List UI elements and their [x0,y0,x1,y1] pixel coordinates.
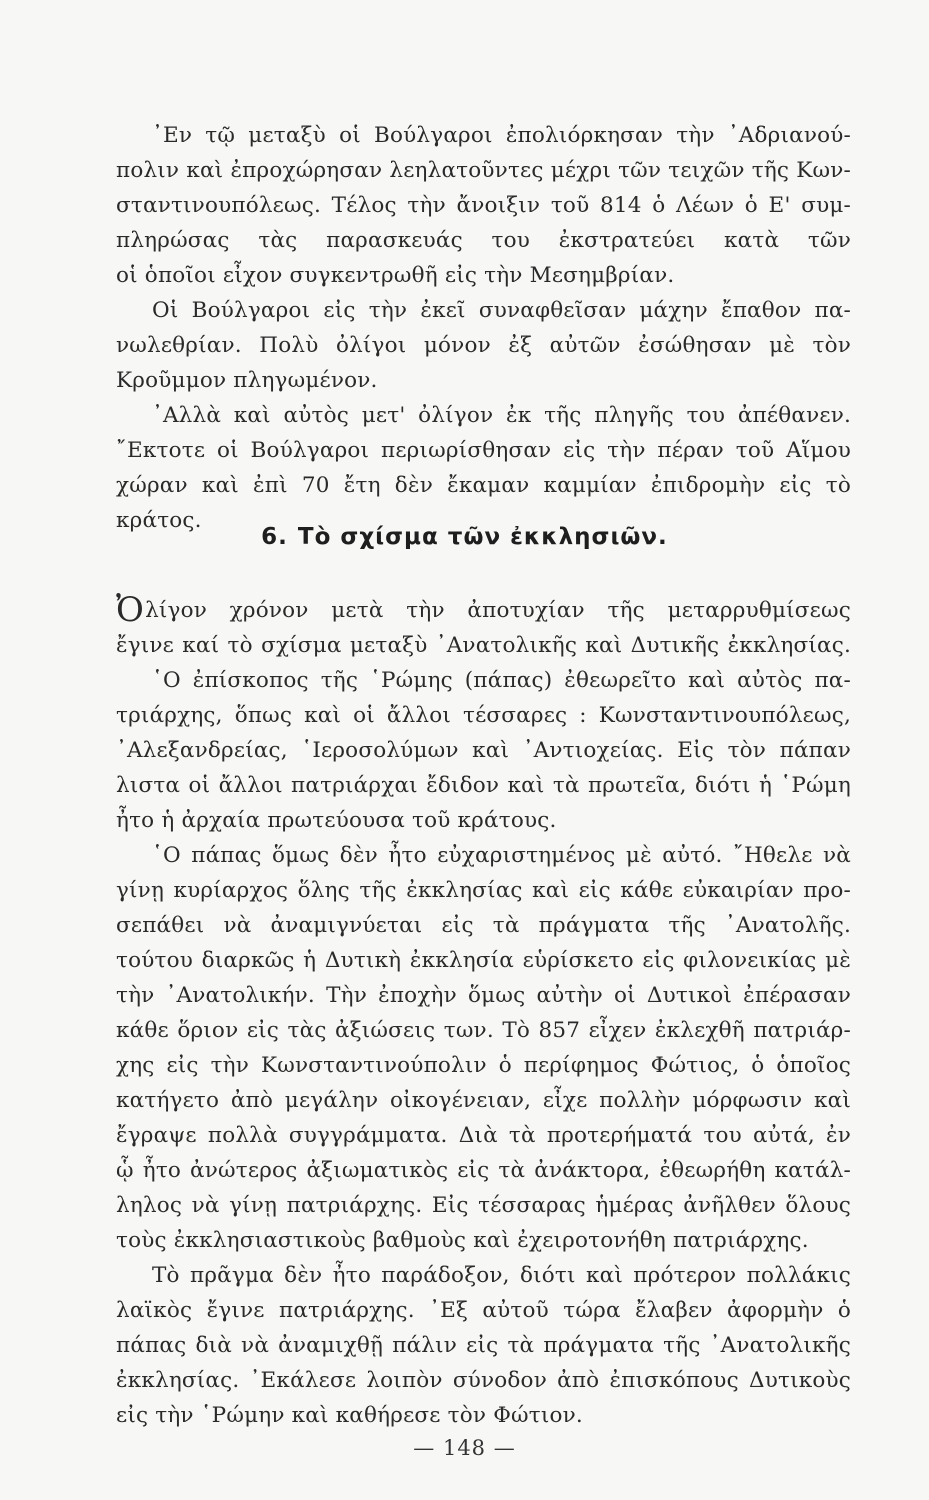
text-line-rest: λίγον χρόνον μετὰ τὴν ἀποτυχίαν τῆς μεταρρυθμίσεως [145,598,851,623]
text-line: χης εἰς τὴν Κωνσταντινούπολιν ὁ περίφημος Φώτιος, ὁ ὁποῖος [116,1053,851,1078]
text-line: λαϊκὸς ἔγινε πατριάρχης. ᾿Εξ αὐτοῦ τώρα ἔλαβεν ἀφορμὴν ὁ [116,1298,851,1323]
section-title: Τὸ σχίσμα τῶν ἐκκλησιῶν. [297,524,668,550]
paragraph-schism [116,593,851,1433]
text-line: νωλεθρίαν. Πολὺ ὀλίγοι μόνον ἐξ αὐτῶν ἐσώθησαν μὲ τὸν [116,333,851,358]
text-line: τὴν ᾿Ανατολικήν. Τὴν ἐποχὴν ὅμως αὐτὴν οἱ Δυτικοὶ ἐπέρασαν [116,983,851,1008]
text-line-with-initial [116,593,851,628]
text-line: ῾Ο ἐπίσκοπος τῆς ῾Ρώμης (πάπας) ἐθεωρεῖτο καὶ αὐτὸς πα- [152,668,851,693]
text-line: ᾿Εν τῷ μεταξὺ οἱ Βούλγαροι ἐπολιόρκησαν τὴν ᾿Αδριανού- [152,123,851,148]
text-line: κατήγετο ἀπὸ μεγάλην οἰκογένειαν, εἶχε πολλὴν μόρφωσιν καὶ [116,1088,851,1113]
text-line: ἦτο ἡ ἀρχαία πρωτεύουσα τοῦ κράτους. [116,808,557,833]
text-line: ῾Ο πάπας ὅμως δὲν ἦτο εὐχαριστημένος μὲ αὐτό. ῎Ηθελε νὰ [152,843,851,868]
text-line: σεπάθει νὰ ἀναμιγνύεται εἰς τὰ πράγματα τῆς ᾿Ανατολῆς. [116,913,851,938]
text-line: ᾿Αλλὰ καὶ αὐτὸς μετ' ὀλίγον ἐκ τῆς πληγῆς του ἀπέθανεν. [152,403,851,428]
page-number: — 148 — [413,1436,516,1460]
text-line: τοὺς ἐκκλησιαστικοὺς βαθμοὺς καὶ ἐχειροτονήθη πατριάρχης. [116,1228,809,1253]
text-line: ληλος νὰ γίνῃ πατριάρχης. Εἰς τέσσαρας ἡμέρας ἀνῆλθεν ὅλους [116,1193,851,1218]
drop-initial: Ὀ [116,593,145,628]
text-line: εἰς τὴν ῾Ρώμην καὶ καθήρεσε τὸν Φώτιον. [116,1403,583,1428]
text-line: ῎Εκτοτε οἱ Βούλγαροι περιωρίσθησαν εἰς τὴν πέραν τοῦ Αἵμου [116,438,851,463]
paragraph-bulgarian-wars [116,118,851,538]
text-line: τριάρχης, ὅπως καὶ οἱ ἄλλοι τέσσαρες : Κωνσταντινουπόλεως, [116,703,851,728]
section-heading [0,524,929,550]
text-line: ᾧ ἦτο ἀνώτερος ἀξιωματικὸς εἰς τὰ ἀνάκτορα, ἐθεωρήθη κατάλ- [116,1158,851,1183]
text-line: πάπας διὰ νὰ ἀναμιχθῇ πάλιν εἰς τὰ πράγματα τῆς ᾿Ανατολικῆς [116,1333,851,1358]
text-line: κράτος. [116,508,202,533]
text-line: γίνῃ κυρίαρχος ὅλης τῆς ἐκκλησίας καὶ εἰς κάθε εὐκαιρίαν προ- [116,878,851,903]
text-line: χώραν καὶ ἐπὶ 70 ἔτη δὲν ἔκαμαν καμμίαν ἐπιδρομὴν εἰς τὸ [116,473,851,498]
text-line: Τὸ πρᾶγμα δὲν ἦτο παράδοξον, διότι καὶ πρότερον πολλάκις [152,1263,851,1288]
text-line: ἔγινε καί τὸ σχίσμα μεταξὺ ᾿Ανατολικῆς καὶ Δυτικῆς ἐκκλησίας. [116,633,851,658]
text-line: Κροῦμμον πληγωμένον. [116,368,378,393]
text-line: ἐκκλησίας. ᾿Εκάλεσε λοιπὸν σύνοδον ἀπὸ ἐπισκόπους Δυτικοὺς [116,1368,851,1393]
text-line: ἔγραψε πολλὰ συγγράμματα. Διὰ τὰ προτερήματά του αὐτά, ἐν [116,1123,851,1148]
text-line: πληρώσας τὰς παρασκευάς του ἐκστρατεύει κατὰ τῶν [116,228,851,253]
text-line: ᾿Αλεξανδρείας, ῾Ιεροσολύμων καὶ ᾿Αντιοχείας. Εἰς τὸν πάπαν [116,738,851,763]
text-line: κάθε ὅριον εἰς τὰς ἀξιώσεις των. Τὸ 857 εἶχεν ἐκλεχθῆ πατριάρ- [116,1018,851,1043]
text-line: Οἱ Βούλγαροι εἰς τὴν ἐκεῖ συναφθεῖσαν μάχην ἔπαθον πα- [152,298,851,323]
text-line: σταντινουπόλεως. Τέλος τὴν ἄνοιξιν τοῦ 814 ὁ Λέων ὁ Ε' συμ- [116,193,851,218]
text-line: πολιν καὶ ἐπροχώρησαν λεηλατοῦντες μέχρι τῶν τειχῶν τῆς Κων- [116,158,851,183]
text-line: λιστα οἱ ἄλλοι πατριάρχαι ἔδιδον καὶ τὰ πρωτεῖα, διότι ἡ ῾Ρώμη [116,773,851,798]
section-number: 6. [261,524,288,550]
text-line: τούτου διαρκῶς ἡ Δυτικὴ ἐκκλησία εὑρίσκετο εἰς φιλονεικίας μὲ [116,948,851,973]
text-line: οἱ ὁποῖοι εἶχον συγκεντρωθῆ εἰς τὴν Μεσημβρίαν. [116,263,675,288]
